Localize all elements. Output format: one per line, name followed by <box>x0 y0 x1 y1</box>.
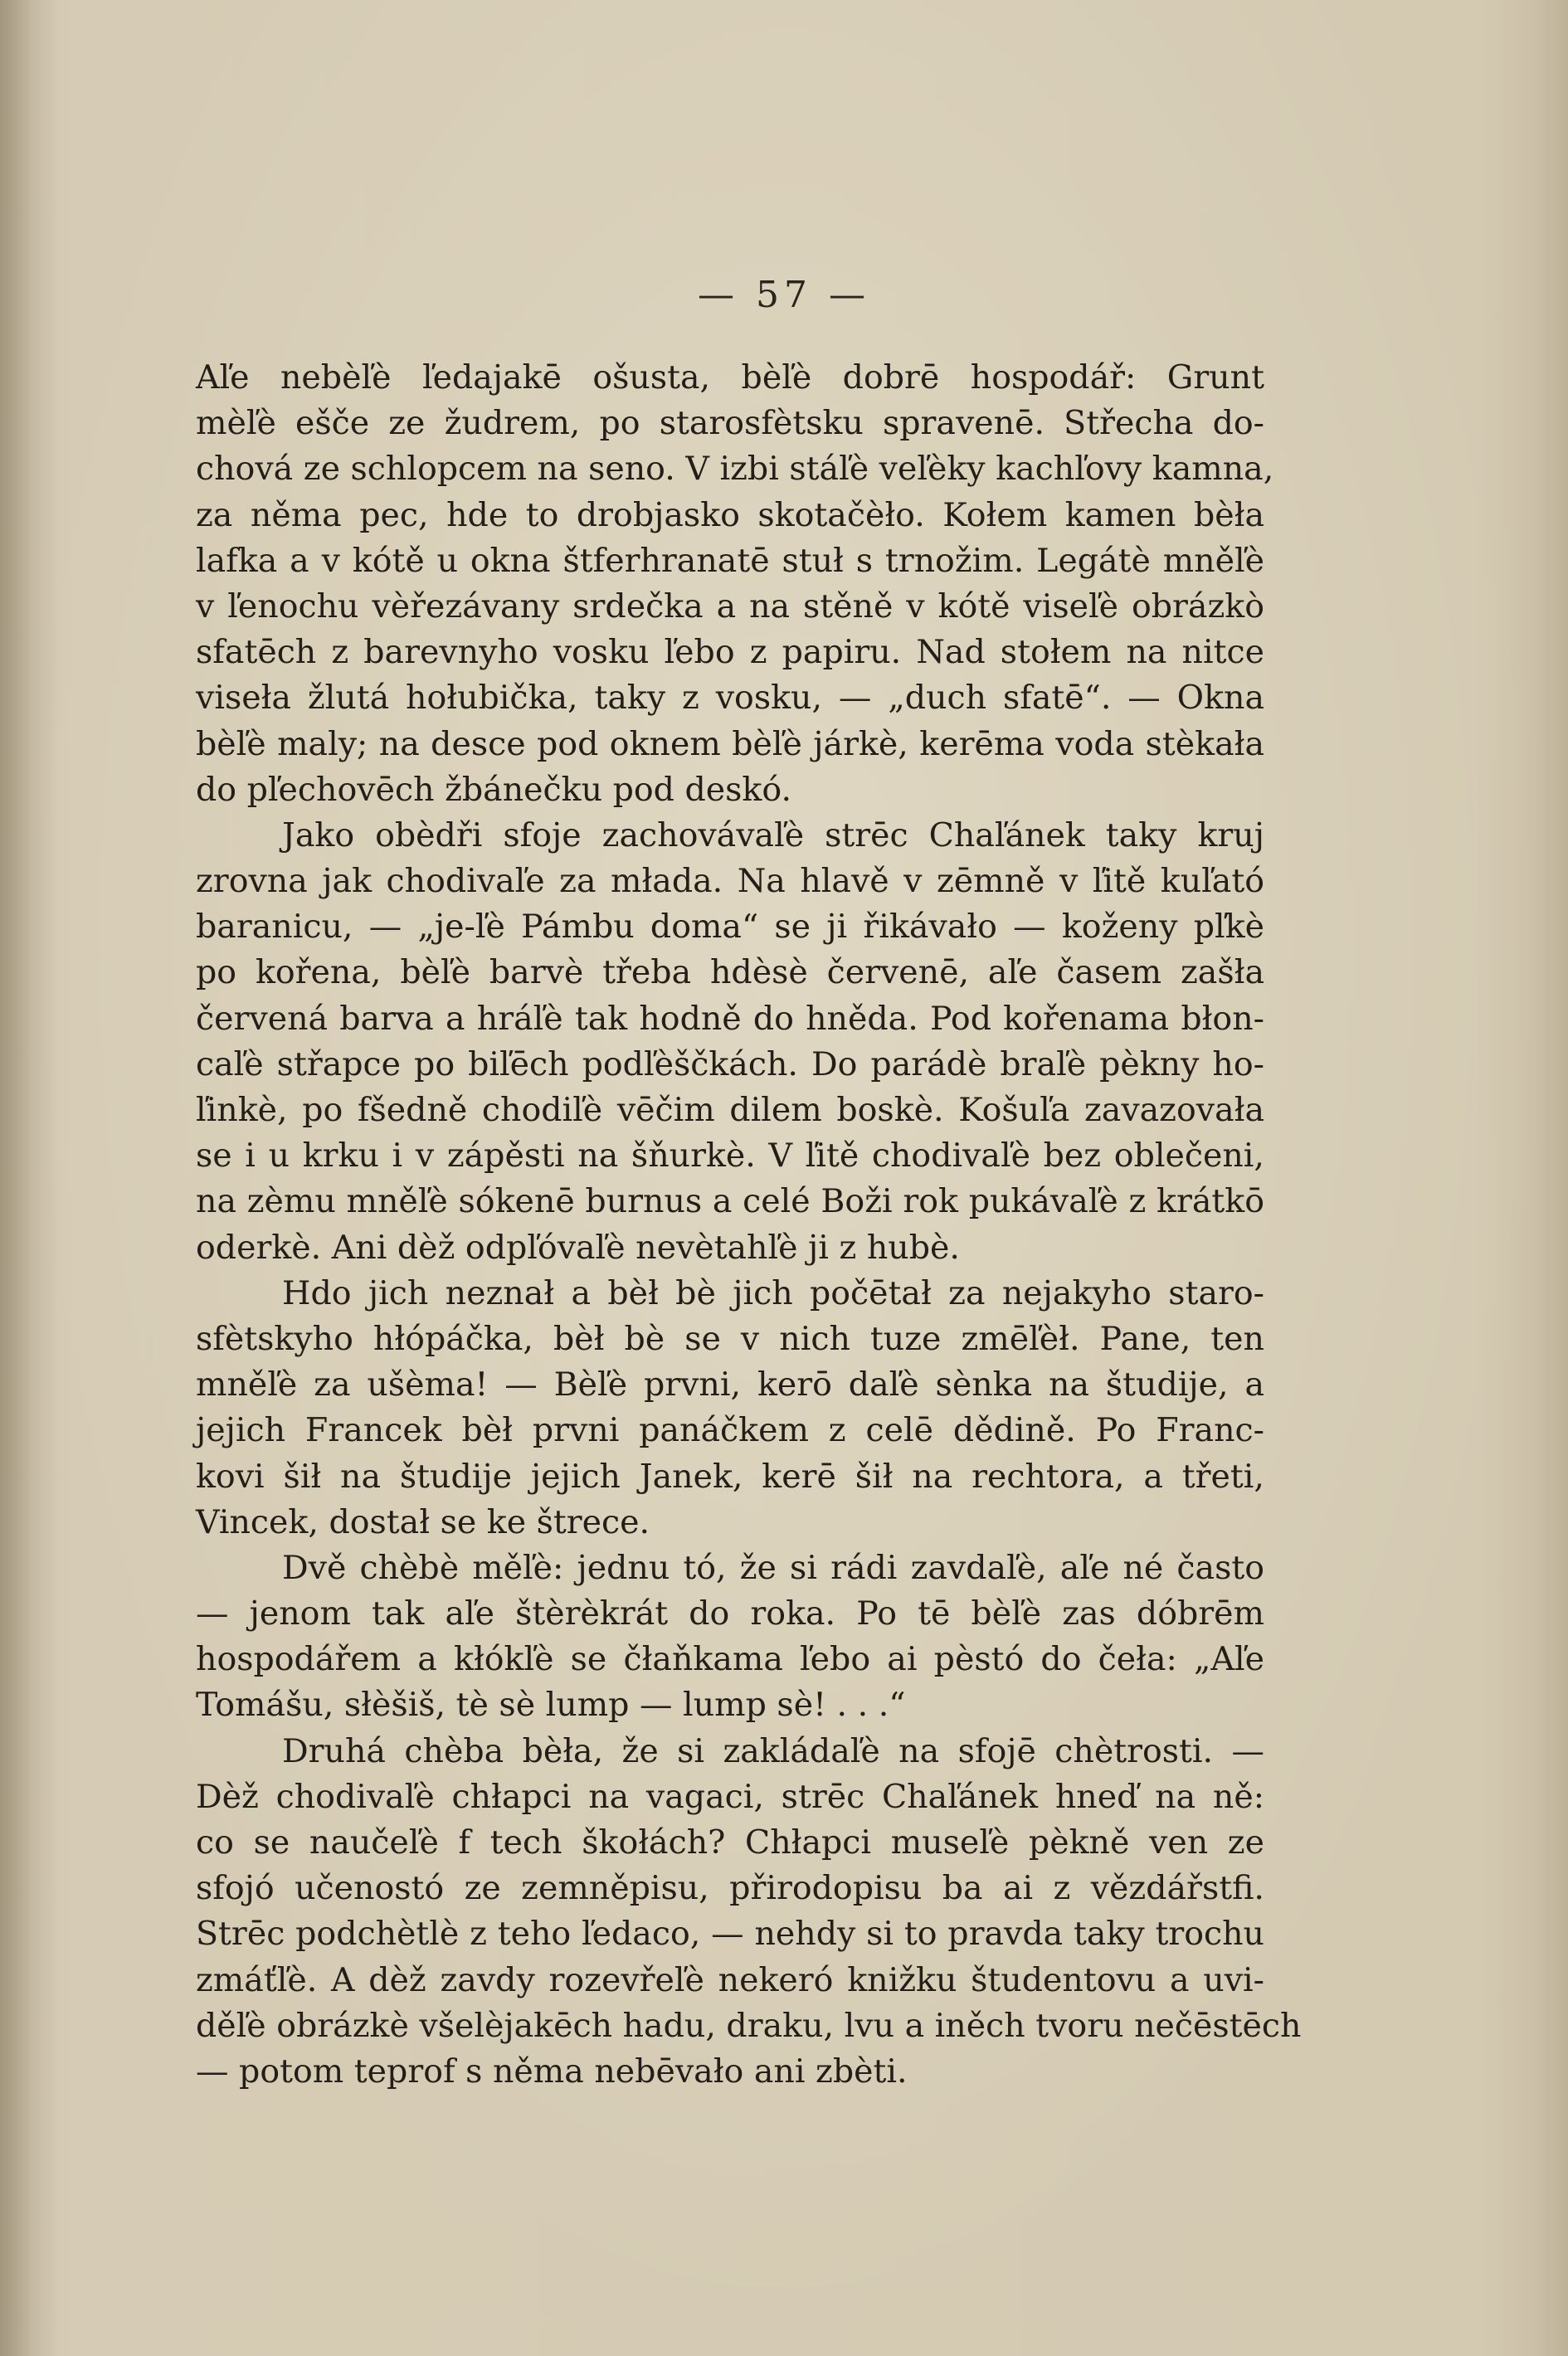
text-line: Dvě chèbè měľè: jednu tó, že si rádi zavdaľè, aľe né často <box>282 1548 1264 1587</box>
text-line: na zèmu mněľè sókenē burnus a celé Boži rok pukávaľè z krátkō <box>196 1182 1264 1221</box>
text-line: sfatēch z barevnyho vosku ľebo z papiru. Nad stołem na nitce <box>196 633 1264 672</box>
text-line: Jako obèdři sfoje zachovávaľè strēc Chaľánek taky kruj <box>282 815 1264 854</box>
text-line: Hdo jich neznał a bèł bè jich počētał za nejakyho staro- <box>282 1273 1264 1312</box>
text-line: oderkè. Ani dèž odpľóvaľè nevètahľè ji z hubè. <box>196 1228 960 1267</box>
text-line: co se naučeľè f tech škołách? Chłapci museľè pèkně ven ze <box>196 1823 1264 1862</box>
text-line: Druhá chèba bèła, že si zakládaľè na sfojē chètrosti. — <box>282 1731 1264 1770</box>
paragraph-4 <box>196 1546 1264 1729</box>
page-gutter-shadow <box>0 0 58 2356</box>
text-line: jejich Francek bèł prvni panáčkem z celē dědině. Po Franc- <box>196 1411 1264 1450</box>
text-line: Strēc podchètlè z teho ľedaco, — nehdy si to pravda taky trochu <box>196 1915 1264 1954</box>
text-line: lafka a v kótě u okna štferhranatē stuł s trnožim. Legátè mněľè <box>196 541 1264 580</box>
text-line: děľè obrázkè všelèjakēch hadu, draku, lvu a iněch tvoru nečēstēch <box>196 2006 1302 2045</box>
text-line: Vincek, dostał se ke štrece. <box>196 1502 650 1541</box>
text-line: mněľè za ušèma! — Bèľè prvni, kerō daľè sènka na študije, a <box>196 1365 1264 1404</box>
page-number: — 57 — <box>698 274 870 316</box>
text-line: kovi šił na študije jejich Janek, kerē šił na rechtora, a třeti, <box>196 1457 1264 1496</box>
text-line: zrovna jak chodivaľe za młada. Na hlavě v zēmně v ľitě kuľató <box>196 862 1264 901</box>
text-line: bèľè maly; na desce pod oknem bèľè járkè, kerēma voda stèkała <box>196 724 1264 763</box>
text-line: po kořena, bèľè barvè třeba hdèsè červenē, aľe časem zašła <box>196 953 1264 992</box>
text-line: Tomášu, słèšiš, tè sè lump — lump sè! . . .“ <box>196 1686 906 1725</box>
text-line: chová ze schlopcem na seno. V izbi stáľè veľèky kachľovy kamna, <box>196 450 1274 489</box>
text-line: hospodářem a kłókľè se čłaňkama ľebo ai pèstó do čeła: „Aľe <box>196 1640 1264 1679</box>
text-line: v ľenochu vèřezávany srdečka a na stěně v kótě viseľè obrázkò <box>196 587 1264 626</box>
text-line: ľinkè, po fšedně chodiľè vēčim dilem boskè. Košuľa zavazovała <box>196 1091 1264 1129</box>
text-line: za něma pec, hde to drobjasko skotačèło. Kołem kamen bèła <box>196 495 1264 534</box>
text-line: se i u krku i v zápěsti na šňurkè. V ľitě chodivaľè bez oblečeni, <box>196 1137 1264 1176</box>
paragraph-5 <box>196 1729 1302 2096</box>
text-line: sfètskyho hłópáčka, bèł bè se v nich tuze zmēľèł. Pane, ten <box>196 1319 1264 1358</box>
text-line: Dèž chodivaľè chłapci na vagaci, strēc Chaľánek hneď na ně: <box>196 1777 1264 1816</box>
text-line: baranicu, — „je-ľè Pámbu doma“ se ji řikávało — koženy pľkè <box>196 908 1264 947</box>
text-line: — potom teprof s něma nebēvało ani zbèti. <box>196 2052 908 2091</box>
text-line: do pľechovēch žbánečku pod deskó. <box>196 770 792 809</box>
text-line: Aľe nebèľè ľedajakē ošusta, bèľè dobrē hospodář: Grunt <box>196 358 1264 397</box>
text-line: caľè střapce po biľēch podľèščkách. Do parádè braľè pèkny ho- <box>196 1044 1264 1083</box>
text-line: zmáťľè. A dèž zavdy rozevřeľè nekeró knižku študentovu a uvi- <box>196 1960 1264 1999</box>
text-line: sfojó učenostó ze zemněpisu, přirodopisu ba ai z vězdářstfi. <box>196 1869 1264 1908</box>
text-line: červená barva a hráľè tak hodně do hněda. Pod kořenama błon- <box>196 999 1264 1038</box>
text-line: viseła žlutá hołubička, taky z vosku, — „duch sfatē“. — Okna <box>196 679 1264 718</box>
body-text <box>196 355 1302 2095</box>
text-line: mèľè ešče ze žudrem, po starosfètsku spravenē. Střecha do- <box>196 404 1264 443</box>
text-line: — jenom tak aľe štèrèkrát do roka. Po tē bèľè zas dóbrēm <box>196 1594 1264 1633</box>
paragraph-3 <box>196 1271 1264 1546</box>
paragraph-2 <box>196 813 1264 1271</box>
paragraph-1 <box>196 355 1274 813</box>
